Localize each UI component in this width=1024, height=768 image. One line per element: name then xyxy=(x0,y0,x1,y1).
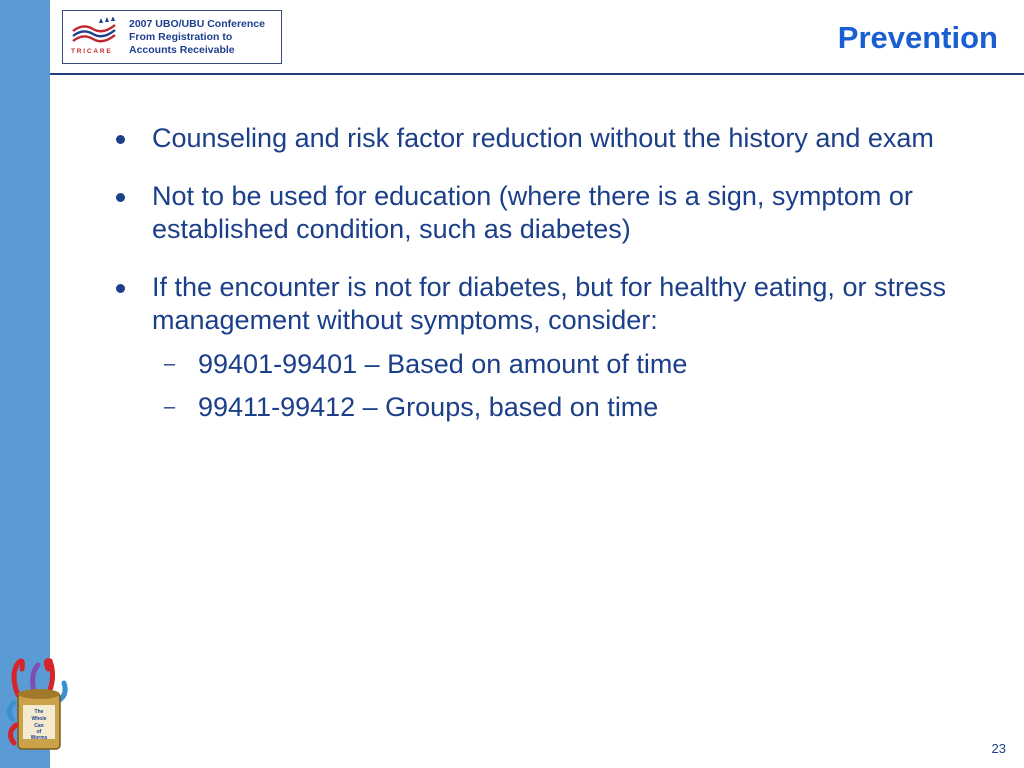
slide-title: Prevention xyxy=(837,20,998,55)
bullet-text: If the encounter is not for diabetes, but for healthy eating, or stress management without symptoms, consider: xyxy=(152,272,946,335)
bullet-dot-icon xyxy=(116,284,125,293)
bullet-dot-icon xyxy=(116,135,125,144)
logo-line-1: 2007 UBO/UBU Conference xyxy=(129,18,265,30)
logo-line-2: From Registration to xyxy=(129,31,233,43)
bullet-dot-icon xyxy=(116,193,125,202)
sub-bullet-item xyxy=(112,391,1002,424)
page-number: 23 xyxy=(991,741,1006,756)
logo-text xyxy=(129,18,265,57)
sub-bullet-item xyxy=(112,348,1002,381)
bullet-item xyxy=(112,180,1002,246)
dash-bullet-icon: – xyxy=(164,353,176,375)
tricare-brand-text: TRICARE xyxy=(71,48,113,55)
svg-text:Worms: Worms xyxy=(30,735,48,741)
slide-body xyxy=(112,122,1002,424)
sub-bullet-list xyxy=(112,348,1002,424)
title-divider xyxy=(50,73,1024,75)
bullet-text: Not to be used for education (where there is a sign, symptom or established condition, such as diabetes) xyxy=(152,181,913,244)
svg-text:The: The xyxy=(34,709,44,715)
bullet-text: Counseling and risk factor reduction without the history and exam xyxy=(152,123,934,153)
conference-logo xyxy=(62,10,282,64)
dash-bullet-icon: – xyxy=(164,396,176,418)
logo-line-3: Accounts Receivable xyxy=(129,44,235,56)
left-sidebar-band xyxy=(0,0,50,768)
tricare-logo-icon xyxy=(69,17,121,57)
bullet-item xyxy=(112,122,1002,155)
sub-bullet-text: 99411-99412 – Groups, based on time xyxy=(198,392,659,422)
svg-text:of: of xyxy=(36,729,42,735)
svg-text:Whole: Whole xyxy=(31,716,47,722)
sub-bullet-text: 99401-99401 – Based on amount of time xyxy=(198,349,688,379)
can-of-worms-mascot-icon xyxy=(4,655,74,755)
svg-text:Can: Can xyxy=(34,723,44,729)
bullet-item xyxy=(112,271,1002,337)
